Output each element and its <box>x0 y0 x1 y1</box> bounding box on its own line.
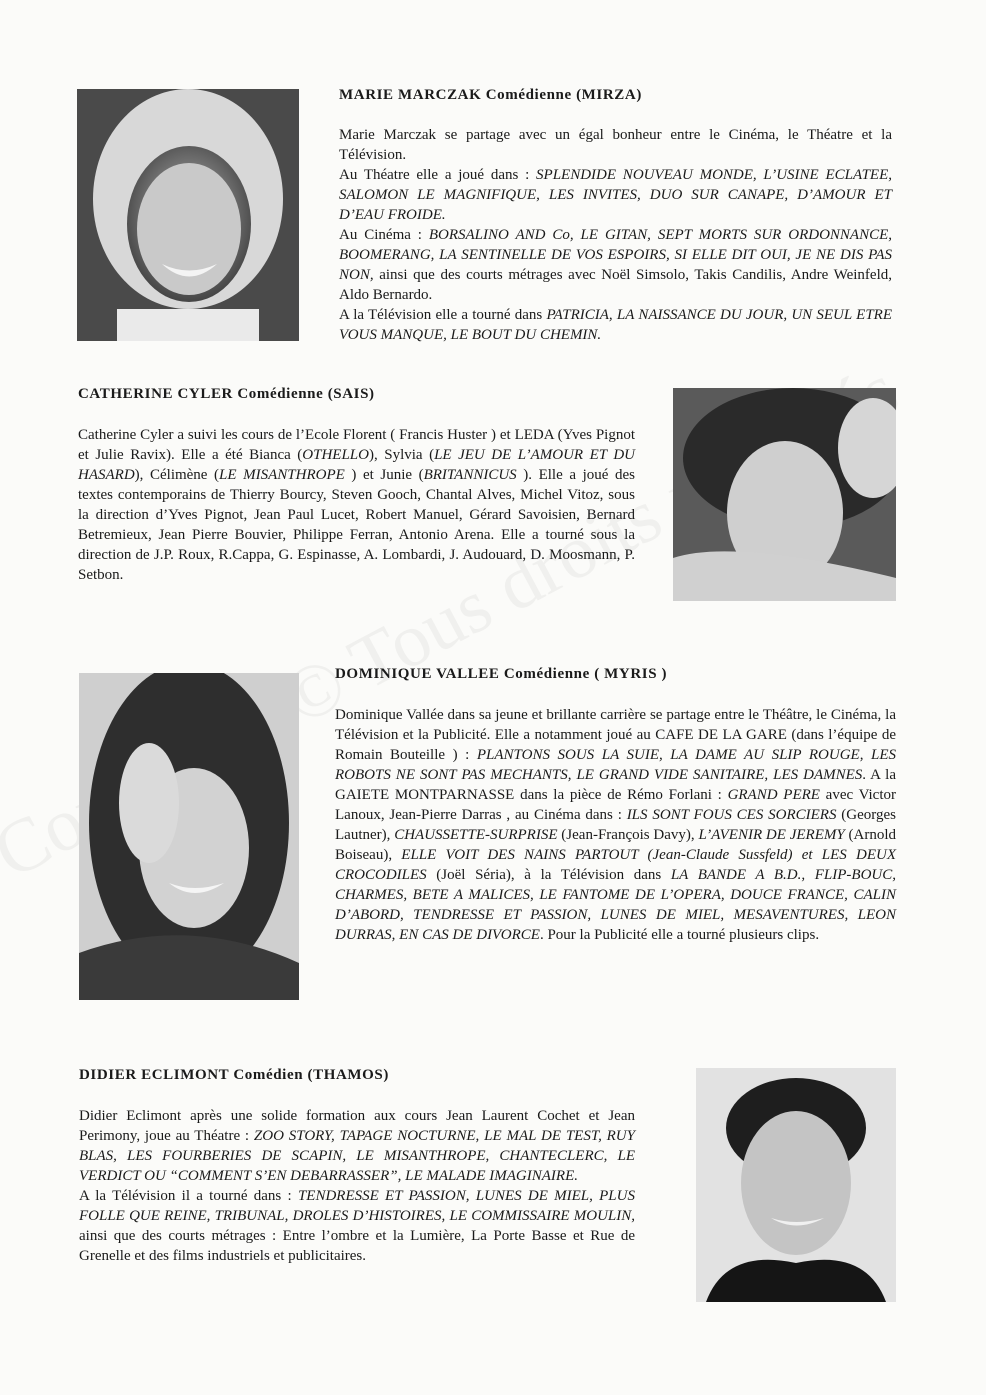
bio-text: Marie Marczak se partage avec un égal bonheur entre le Cinéma, le Théatre et la Télévision. <box>339 127 892 163</box>
bio-text: avec Victor Lanoux, Jean-Pierre Darras , au Cinéma dans : <box>335 787 896 823</box>
profile-heading: CATHERINE CYLER Comédienne (SAIS) <box>78 386 375 402</box>
profile-heading: DIDIER ECLIMONT Comédien (THAMOS) <box>79 1067 389 1083</box>
profile-heading: MARIE MARCZAK Comédienne (MIRZA) <box>339 87 642 103</box>
profile-bio <box>335 705 896 945</box>
bio-text: A la Télévision il a tourné dans : <box>79 1188 298 1204</box>
bio-title-text: PATRICIA, LA NAISSANCE DU JOUR, UN SEUL ETRE VOUS MANQUE, LE BOUT DU CHEMIN. <box>339 307 892 343</box>
bio-text: (Jean-François Davy), <box>557 827 699 843</box>
bio-text: ainsi que des courts métrages : Entre l’ombre et la Lumière, La Porte Basse et Rue de Grenelle et des films industriels et publicitaires. <box>79 1228 635 1264</box>
bio-text: . A la GAIETE MONTPARNASSE dans la pièce de Rémo Forlani : <box>335 767 896 803</box>
photo-dominique-vallee <box>79 673 299 1000</box>
bio-text: ) et Junie ( <box>344 467 424 483</box>
profile-bio <box>78 425 635 585</box>
bio-title-text: BORSALINO AND Co, LE GITAN, SEPT MORTS SUR ORDONNANCE, BOOMERANG, LA SENTINELLE DE VOS ESPOIRS, SI ELLE DIT OUI, JE NE DIS PAS NON, <box>339 227 893 283</box>
bio-title-text: PLANTONS SOUS LA SUIE, LA DAME AU SLIP ROUGE, LES ROBOTS NE SONT PAS MECHANTS, LE GRAND VIDE SANITAIRE, LES DAMNES <box>335 747 896 783</box>
bio-text: Au Théatre elle a joué dans : <box>339 167 537 183</box>
profile-heading: DOMINIQUE VALLEE Comédienne ( MYRIS ) <box>335 666 668 682</box>
bio-text: Didier Eclimont après une solide formation aux cours Jean Laurent Cochet et Jean Perimony, joue au Théatre : <box>79 1108 635 1144</box>
bio-title-text: LE JEU DE L’AMOUR ET DU HASARD <box>78 447 635 483</box>
bio-title-text: BRITANNICUS <box>423 467 517 483</box>
bio-text: (Joël Séria), à la Télévision dans <box>426 867 671 883</box>
bio-title-text: SPLENDIDE NOUVEAU MONDE, L’USINE ECLATEE, SALOMON LE MAGNIFIQUE, LES INVITES, DUO SUR CANAPE, D’AMOUR ET D’EAU FROIDE. <box>339 167 892 223</box>
bio-text: ). Elle a joué des textes contemporains de Thierry Bourcy, Steven Gooch, Chantal Alves, Michel Vitoz, sous la direction d’Yves Pignot, Jean Paul Lucet, Robert Manuel, Gérard Savoisien, Bernard Betremieux, Jean Pierre Bouvier, Philippe Ferran, Antonio Arena. Elle a tourné sous la direction de J.P. Roux, R.Cappa, G. Espinasse, A. Lombardi, J. Audouard, D. Moosmann, P. Setbon. <box>78 467 635 583</box>
bio-text: ainsi que des courts métrages avec Noël Simsolo, Takis Candilis, Andre Weinfeld, Aldo Bernardo. <box>339 267 892 303</box>
bio-title-text: LE MISANTHROPE <box>219 467 345 483</box>
photo-catherine-cyler <box>673 388 896 601</box>
bio-text: ), Sylvia ( <box>368 447 435 463</box>
photo-didier-eclimont <box>696 1068 896 1302</box>
bio-title-text: CHAUSSETTE-SURPRISE <box>394 827 558 843</box>
bio-title-text: GRAND PERE <box>727 787 820 803</box>
photo-marie-marczak <box>77 89 299 341</box>
bio-text: Dominique Vallée dans sa jeune et brillante carrière se partage entre le Théâtre, le Cinéma, la Télévision et la Publicité. Elle a notamment joué au CAFE DE LA GARE (dans l’équipe de Romain Bouteille ) : <box>335 707 896 763</box>
bio-title-text: ILS SONT FOUS CES SORCIERS <box>626 807 837 823</box>
bio-text: Au Cinéma : <box>339 227 429 243</box>
bio-title-text: TENDRESSE ET PASSION, LUNES DE MIEL, PLUS FOLLE QUE REINE, TRIBUNAL, DROLES D’HISTOIRES, LE COMMISSAIRE MOULIN, <box>79 1188 635 1224</box>
bio-text: (Arnold Boiseau), <box>335 827 896 863</box>
profile-bio <box>79 1106 635 1266</box>
bio-text: A la Télévision elle a tourné dans <box>339 307 547 323</box>
bio-title-text: L’AVENIR DE JEREMY <box>698 827 845 843</box>
bio-title-text: OTHELLO <box>302 447 369 463</box>
bio-title-text: ELLE VOIT DES NAINS PARTOUT (Jean-Claude Sussfeld) et LES DEUX CROCODILES <box>335 847 896 883</box>
bio-title-text: ZOO STORY, TAPAGE NOCTURNE, LE MAL DE TEST, RUY BLAS, LES FOURBERIES DE SCAPIN, LE MISANTHROPE, CHANTECLERC, LE VERDICT OU “COMMENT S’EN DEBARRASSER”, LE MALADE IMAGINAIRE. <box>79 1128 635 1184</box>
bio-text: (Georges Lautner), <box>335 807 896 843</box>
bio-text: . Pour la Publicité elle a tourné plusieurs clips. <box>539 927 820 943</box>
bio-text: ), Célimène ( <box>134 467 220 483</box>
bio-title-text: LA BANDE A B.D., FLIP-BOUC, CHARMES, BETE A MALICES, LE FANTOME DE L’OPERA, DOUCE FRANCE, CALIN D’ABORD, TENDRESSE ET PASSION, LUNES DE MIEL, MESAVENTURES, LEON DURRAS, EN CAS DE DIVORCE <box>335 867 897 943</box>
profile-bio <box>339 125 892 345</box>
bio-text: Catherine Cyler a suivi les cours de l’Ecole Florent ( Francis Huster ) et LEDA (Yves Pignot et Julie Ravix). Elle a été Bianca ( <box>78 427 635 463</box>
